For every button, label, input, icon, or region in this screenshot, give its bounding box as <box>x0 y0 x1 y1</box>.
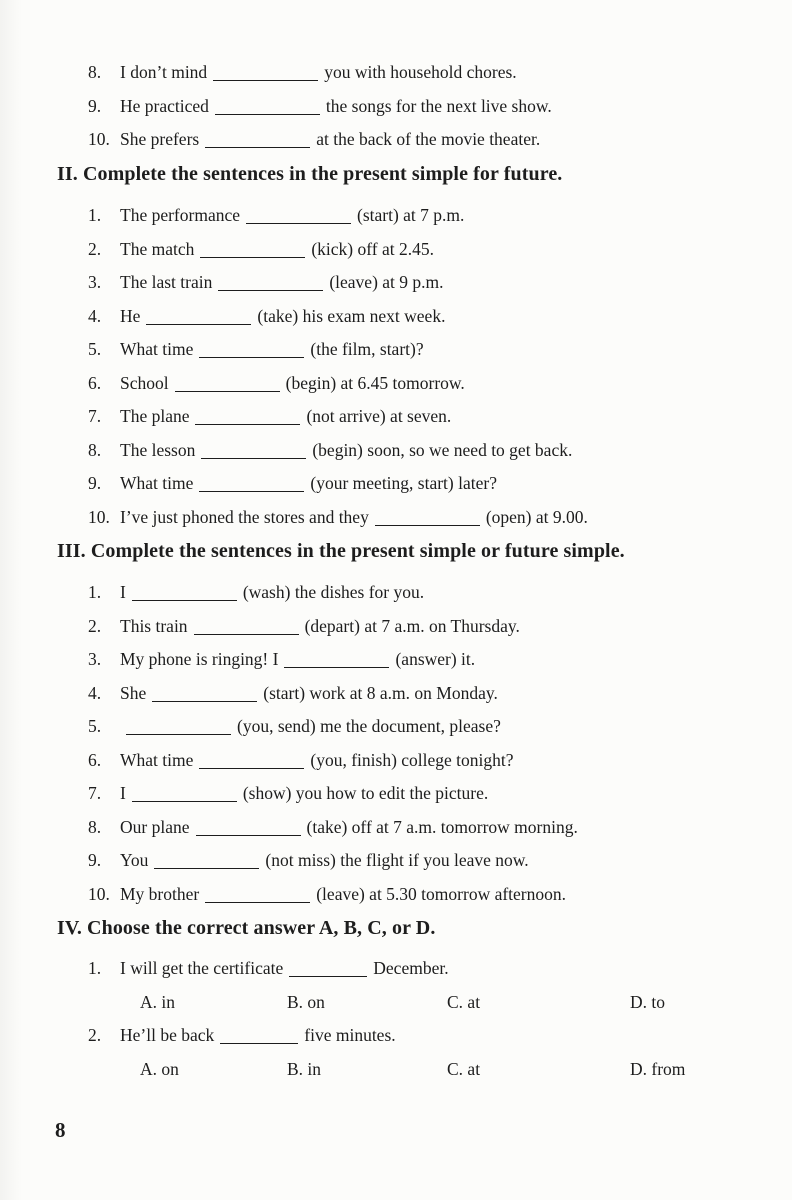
item-post: (answer) it. <box>395 649 476 669</box>
answer-blank <box>246 206 351 225</box>
item-number: 2. <box>88 615 102 636</box>
answer-blank <box>220 1026 298 1045</box>
options-row <box>57 992 752 1012</box>
answer-blank <box>199 750 304 769</box>
option-b: B. in <box>287 1058 322 1079</box>
exercise-item <box>57 272 752 292</box>
answer-blank <box>215 96 320 115</box>
item-number: 3. <box>88 272 102 292</box>
answer-blank <box>154 851 259 870</box>
exercise-item <box>57 817 752 837</box>
option-a: A. on <box>140 1058 179 1079</box>
item-number: 6. <box>88 749 102 770</box>
exercise-item <box>57 683 752 703</box>
option-d: D. to <box>630 991 665 1012</box>
item-pre: I will get the certificate <box>120 958 284 978</box>
item-number: 5. <box>88 339 102 359</box>
item-text <box>120 205 752 225</box>
answer-blank <box>205 130 310 149</box>
section-iii-title: III. Complete the sentences in the present simple or future simple. <box>57 540 625 562</box>
item-pre: My phone is ringing! I <box>120 649 279 669</box>
item-post: December. <box>373 958 449 978</box>
item-number: 9. <box>88 473 102 493</box>
item-text <box>120 850 752 870</box>
item-post: (take) off at 7 a.m. tomorrow morning. <box>306 816 578 837</box>
item-number: 2. <box>88 1025 102 1045</box>
mc-question <box>57 958 752 978</box>
item-pre: School <box>120 372 169 393</box>
item-post: (the film, start)? <box>310 339 424 359</box>
item-text <box>120 783 752 803</box>
exercise-item <box>57 884 752 904</box>
item-number: 5. <box>88 716 102 736</box>
answer-blank <box>199 474 304 493</box>
item-number: 9. <box>88 850 102 870</box>
exercise-item <box>57 616 752 636</box>
item-pre: I don’t mind <box>120 62 208 82</box>
item-post: (begin) soon, so we need to get back. <box>312 439 573 460</box>
answer-blank <box>375 507 480 526</box>
item-text <box>120 884 752 904</box>
exercise-item <box>57 473 752 493</box>
exercise-item <box>57 339 752 359</box>
item-post: (wash) the dishes for you. <box>242 582 425 602</box>
item-pre: You <box>120 850 149 870</box>
item-number: 9. <box>88 95 102 116</box>
item-text <box>120 96 752 116</box>
option-d: D. from <box>630 1058 686 1079</box>
exercise-item <box>57 62 752 82</box>
option-c: C. at <box>447 1058 481 1079</box>
item-text <box>120 239 752 259</box>
item-pre: What time <box>120 749 194 770</box>
item-post: (not arrive) at seven. <box>306 406 452 426</box>
item-number: 7. <box>88 406 102 426</box>
item-text <box>120 306 752 326</box>
item-pre: The performance <box>120 205 240 225</box>
item-number: 10. <box>88 129 110 149</box>
item-number: 8. <box>88 816 102 837</box>
item-text <box>120 683 752 703</box>
item-post: (begin) at 6.45 tomorrow. <box>285 372 465 393</box>
item-text <box>120 716 752 736</box>
item-post: (leave) at 5.30 tomorrow afternoon. <box>316 883 567 904</box>
item-post: (start) at 7 p.m. <box>357 205 465 225</box>
item-pre: I <box>120 783 126 803</box>
item-pre: He <box>120 305 141 326</box>
item-number: 10. <box>88 506 110 527</box>
item-text <box>120 440 752 460</box>
item-post: (not miss) the flight if you leave now. <box>265 850 529 870</box>
item-number: 3. <box>88 649 102 669</box>
item-number: 1. <box>88 958 102 978</box>
answer-blank <box>146 306 251 325</box>
exercise-item <box>57 440 752 460</box>
item-pre: The plane <box>120 406 190 426</box>
item-pre: The last train <box>120 272 213 292</box>
option-b: B. on <box>287 991 325 1012</box>
item-text <box>120 616 752 636</box>
item-post: (depart) at 7 a.m. on Thursday. <box>304 615 520 636</box>
exercise-item <box>57 783 752 803</box>
item-pre: I <box>120 582 126 602</box>
answer-blank <box>196 817 301 836</box>
item-text <box>120 750 752 770</box>
mc-question <box>57 1025 752 1045</box>
item-post: (start) work at 8 a.m. on Monday. <box>263 682 498 703</box>
page-number: 8 <box>55 1118 66 1142</box>
item-pre: My brother <box>120 883 200 904</box>
item-post: (you, finish) college tonight? <box>310 749 514 770</box>
item-text <box>120 272 752 292</box>
item-pre: I’ve just phoned the stores and they <box>120 506 369 527</box>
item-number: 2. <box>88 238 102 259</box>
exercise-item <box>57 649 752 669</box>
item-number: 1. <box>88 205 102 225</box>
section-iv-title: IV. Choose the correct answer A, B, C, or D. <box>57 917 436 939</box>
answer-blank <box>213 63 318 82</box>
item-text <box>120 406 752 426</box>
answer-blank <box>201 440 306 459</box>
item-text <box>120 649 752 669</box>
item-number: 8. <box>88 439 102 460</box>
answer-blank <box>126 717 231 736</box>
item-text <box>120 339 752 359</box>
exercise-item <box>57 750 752 770</box>
exercise-item <box>57 507 752 527</box>
exercise-item <box>57 306 752 326</box>
item-post: (leave) at 9 p.m. <box>329 272 444 292</box>
answer-blank <box>175 373 280 392</box>
item-pre: What time <box>120 339 194 359</box>
item-number: 1. <box>88 582 102 602</box>
answer-blank <box>194 616 299 635</box>
exercise-item <box>57 406 752 426</box>
item-pre: He’ll be back <box>120 1025 215 1045</box>
item-pre: The lesson <box>120 439 196 460</box>
item-text <box>120 373 752 393</box>
item-pre: Our plane <box>120 816 190 837</box>
item-text <box>120 582 752 602</box>
options-row <box>57 1059 752 1079</box>
exercise-item <box>57 582 752 602</box>
item-number: 8. <box>88 62 102 82</box>
item-post: you with household chores. <box>324 62 517 82</box>
item-number: 4. <box>88 682 102 703</box>
item-pre: What time <box>120 473 194 493</box>
exercise-item <box>57 205 752 225</box>
option-c: C. at <box>447 991 481 1012</box>
answer-blank <box>284 650 389 669</box>
item-pre: She <box>120 682 147 703</box>
exercise-item <box>57 373 752 393</box>
item-number: 10. <box>88 883 110 904</box>
option-a: A. in <box>140 991 175 1012</box>
item-text <box>120 817 752 837</box>
item-pre: This train <box>120 615 188 636</box>
item-text <box>120 129 752 149</box>
section-ii-title: II. Complete the sentences in the present simple for future. <box>57 163 563 185</box>
answer-blank <box>195 407 300 426</box>
item-post: (show) you how to edit the picture. <box>242 783 489 803</box>
item-text <box>120 507 752 527</box>
exercise-item <box>57 850 752 870</box>
exercise-item <box>57 239 752 259</box>
answer-blank <box>218 273 323 292</box>
item-post: (kick) off at 2.45. <box>311 238 434 259</box>
exercise-item <box>57 129 752 149</box>
answer-blank <box>289 959 367 978</box>
answer-blank <box>205 884 310 903</box>
item-post: five minutes. <box>304 1025 396 1045</box>
item-post: (your meeting, start) later? <box>310 473 497 493</box>
item-number: 6. <box>88 372 102 393</box>
item-text <box>120 473 752 493</box>
answer-blank <box>152 683 257 702</box>
item-post: the songs for the next live show. <box>325 95 552 116</box>
item-pre: She prefers <box>120 129 200 149</box>
item-number: 4. <box>88 305 102 326</box>
item-post: (open) at 9.00. <box>485 506 588 527</box>
item-text <box>120 1025 752 1045</box>
item-post: at the back of the movie theater. <box>316 129 541 149</box>
exercise-item <box>57 96 752 116</box>
item-post: (take) his exam next week. <box>257 305 446 326</box>
item-text <box>120 958 752 978</box>
item-post: (you, send) me the document, please? <box>237 716 501 736</box>
answer-blank <box>132 784 237 803</box>
exercise-item <box>57 716 752 736</box>
answer-blank <box>132 583 237 602</box>
item-text <box>120 62 752 82</box>
item-number: 7. <box>88 783 102 803</box>
item-pre: The match <box>120 238 195 259</box>
answer-blank <box>200 239 305 258</box>
item-pre: He practiced <box>120 95 209 116</box>
answer-blank <box>199 340 304 359</box>
